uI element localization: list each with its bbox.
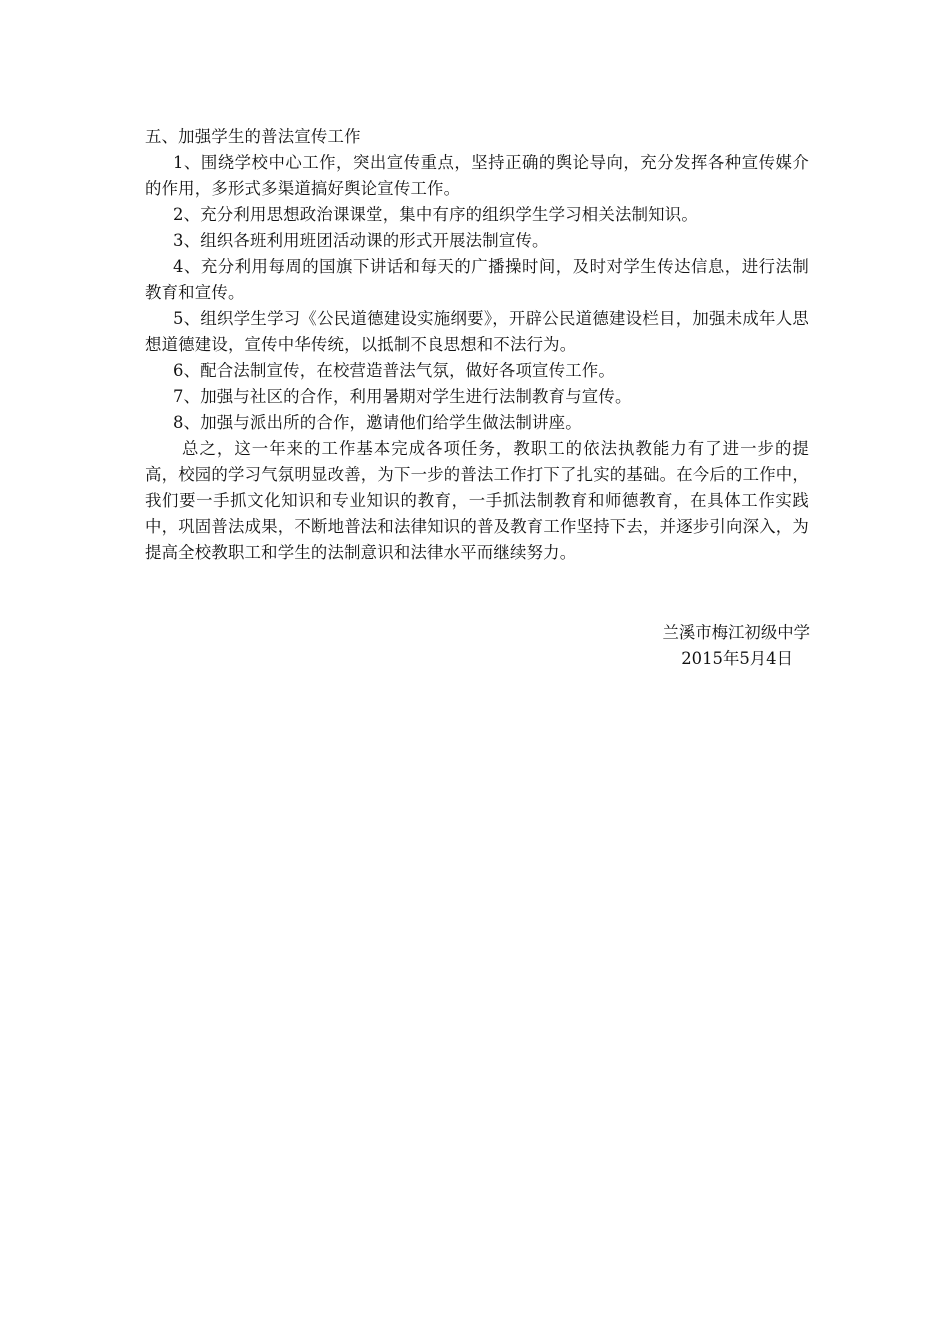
- list-item-1: 1、围绕学校中心工作，突出宣传重点，坚持正确的舆论导向，充分发挥各种宣传媒介的作用，多形式多渠道搞好舆论宣传工作。: [145, 153, 809, 198]
- signature-block: [600, 620, 810, 672]
- list-item-2: 2、充分利用思想政治课课堂，集中有序的组织学生学习相关法制知识。: [173, 205, 698, 224]
- list-item-7: 7、加强与社区的合作，利用暑期对学生进行法制教育与宣传。: [173, 387, 632, 406]
- list-item-3: 3、组织各班利用班团活动课的形式开展法制宣传。: [173, 231, 549, 250]
- section-title: 五、加强学生的普法宣传工作: [145, 127, 361, 146]
- signature-date: 2015年5月4日: [681, 649, 793, 668]
- list-item-8: 8、加强与派出所的合作，邀请他们给学生做法制讲座。: [173, 413, 582, 432]
- signature-organization: 兰溪市梅江初级中学: [662, 623, 810, 642]
- list-item-6: 6、配合法制宣传，在校营造普法气氛，做好各项宣传工作。: [173, 361, 615, 380]
- summary-paragraph: 总之，这一年来的工作基本完成各项任务，教职工的依法执教能力有了进一步的提高，校园的学习气氛明显改善，为下一步的普法工作打下了扎实的基础。在今后的工作中，我们要一手抓文化知识和专业知识的教育，一手抓法制教育和师德教育，在具体工作实践中，巩固普法成果，不断地普法和法律知识的普及教育工作坚持下去，并逐步引向深入，为提高全校教职工和学生的法制意识和法律水平而继续努力。: [145, 439, 809, 562]
- document-body: [145, 124, 809, 566]
- list-item-4: 4、充分利用每周的国旗下讲话和每天的广播操时间，及时对学生传达信息，进行法制教育和宣传。: [145, 257, 809, 302]
- list-item-5: 5、组织学生学习《公民道德建设实施纲要》，开辟公民道德建设栏目，加强未成年人思想道德建设，宣传中华传统，以抵制不良思想和不法行为。: [145, 309, 809, 354]
